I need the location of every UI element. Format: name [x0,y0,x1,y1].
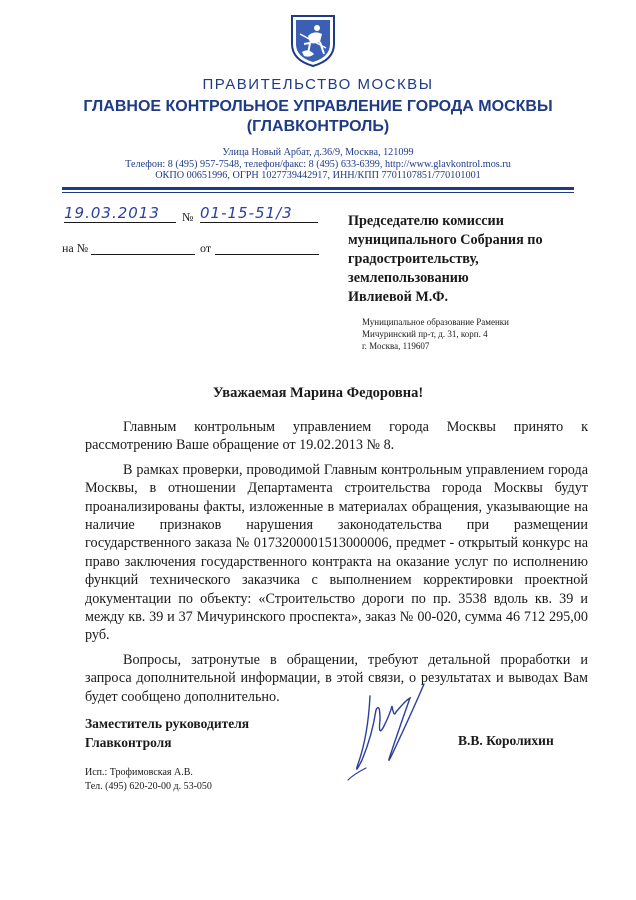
government-title: ПРАВИТЕЛЬСТВО МОСКВЫ [202,76,434,93]
reference-number-label: на № [62,241,89,255]
letter-paragraph: Главным контрольным управлением города Москвы принято к рассмотрению Ваше обращение от 19.02.2013 № 8. [85,419,588,454]
department-name: ГЛАВНОЕ КОНТРОЛЬНОЕ УПРАВЛЕНИЕ ГОРОДА МОСКВЫ [83,98,553,115]
codes-line: ОКПО 00651996, ОГРН 1027739442917, ИНН/КПП 7701107851/770101001 [155,170,481,181]
addressee-block [348,212,598,307]
registration-number-label: № [182,210,194,224]
signatory-position-line: Заместитель руководителя [85,716,250,731]
phones-line: Телефон: 8 (495) 957-7548, телефон/факс: 8 (495) 633-6399, http://www.glavkontrol.mos.ru [125,158,511,170]
letter-body [85,418,588,712]
reference-number-line [91,254,195,255]
contacts-block [0,147,636,182]
department-short-name: (ГЛАВКОНТРОЛЬ) [246,118,390,135]
signatory-position-line: Главконтроля [85,735,172,750]
addressee-postal-address [362,316,592,352]
reference-date-label: от [200,241,212,255]
signatory-name: В.В. Королихин [458,733,554,748]
registration-date: 19.03.2013 [64,204,176,223]
addressee-street: Мичуринский пр-т, д. 31, корп. 4 [362,329,488,339]
department-title [0,97,636,137]
letter-paragraph: В рамках проверки, проводимой Главным контрольным управлением города Москвы, в отношении Департамента строительства города Москвы будут проанализированы факты, изложенные в материалах обращения, указывающие на наличие признаков нарушения законодательства при размещении государственного заказа № 0173200001513000006, предмет - открытый конкурс на право заключения государственного контракта на оказание услуг по исполнению функций технического заказчика с выполнением корректировки проектной документации по объекту: «Строительство дороги по пр. 3538 вдоль кв. 39 и между кв. 39 и 37 Мичуринского проспекта», заказ № 00-020, сумма 46 712 295,00 руб. [85,461,588,644]
handwritten-signature-icon [340,676,450,788]
signatory-position [85,714,325,752]
addressee-line: землепользованию [348,270,469,286]
addressee-line: Председателю комиссии [348,213,504,229]
moscow-coat-of-arms-icon [290,14,336,68]
salutation: Уважаемая Марина Федоровна! [212,385,424,401]
header-divider-thin [62,192,574,193]
letter-paragraph: Вопросы, затронутые в обращении, требуют детальной проработки и запроса дополнительной информации, в этой связи, о результатах и выводах Вам будет сообщено дополнительно. [85,651,588,705]
executor-name: Исп.: Трофимовская А.В. [85,767,193,778]
addressee-org: Муниципальное образование Раменки [362,317,509,327]
registration-number: 01-15-51/3 [200,204,318,223]
address-line: Улица Новый Арбат, д.36/9, Москва, 121099 [222,147,414,158]
addressee-line: муниципального Собрания по [348,232,543,248]
reference-date-line [215,254,319,255]
header-divider [62,187,574,190]
addressee-name: Ивлиевой М.Ф. [348,289,448,305]
addressee-line: градостроительству, [348,251,479,267]
executor-block [85,766,212,794]
addressee-city: г. Москва, 119607 [362,341,430,351]
executor-phone: Тел. (495) 620-20-00 д. 53-050 [85,781,212,792]
